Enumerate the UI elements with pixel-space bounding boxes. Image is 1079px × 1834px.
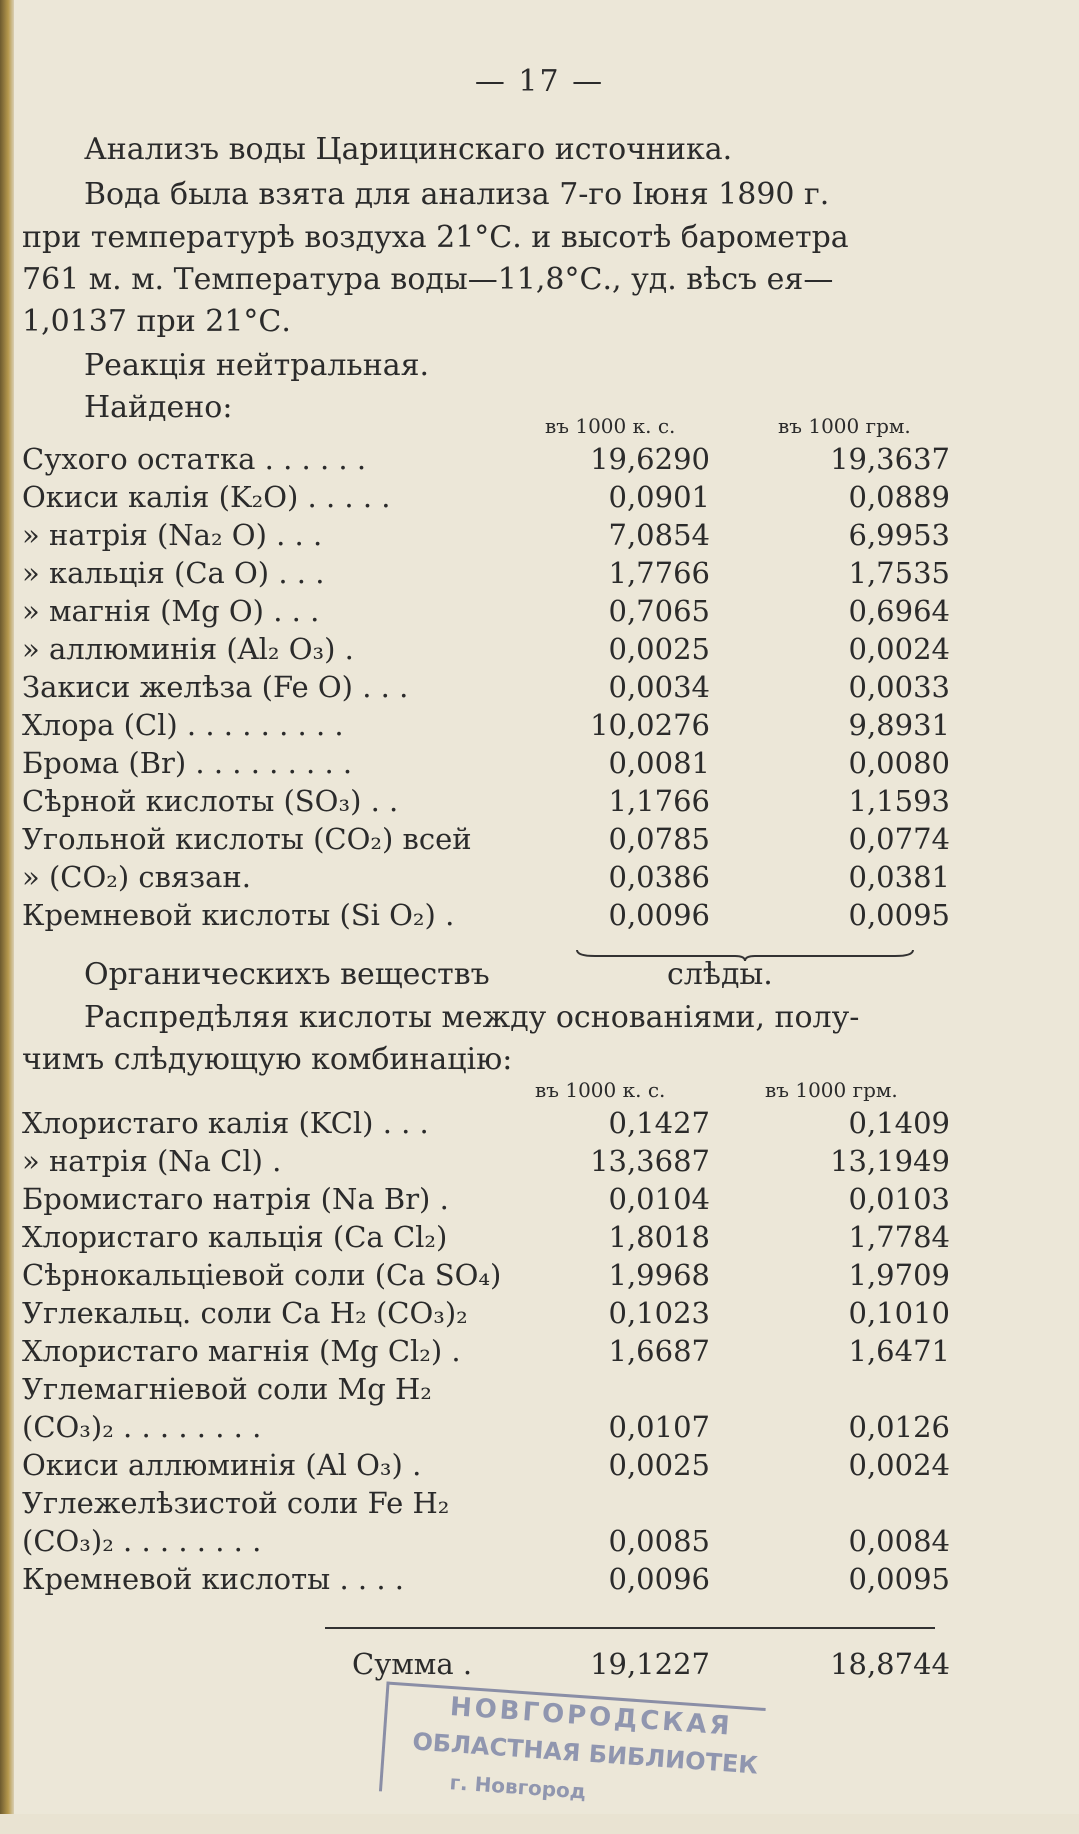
row-value-2: 0,0080: [848, 746, 950, 780]
row-value-2: 0,0103: [848, 1182, 950, 1216]
row-label: Сѣрнокальціевой соли (Ca SO₄): [22, 1258, 502, 1292]
row-value-2: 0,0033: [848, 670, 950, 704]
row-value-1: 0,7065: [608, 594, 710, 628]
sum-divider: [325, 1627, 935, 1629]
table-row: [22, 820, 1062, 858]
row-label: Бромистаго натрія (Na Br) .: [22, 1182, 449, 1216]
row-label: Окиси аллюминія (Al O₃) .: [22, 1448, 422, 1482]
row-value-1: 0,0096: [608, 898, 710, 932]
row-label: Окиси калія (K₂O) . . . . .: [22, 480, 391, 514]
row-value-2: 0,0381: [848, 860, 950, 894]
row-label: (CO₃)₂ . . . . . . . .: [22, 1410, 262, 1444]
sum-label: Сумма .: [352, 1647, 473, 1681]
row-value-2: 1,9709: [848, 1258, 950, 1292]
row-value-1: 0,0096: [608, 1562, 710, 1596]
sum-value-2: 18,8744: [830, 1647, 950, 1681]
row-value-2: 19,3637: [830, 442, 950, 476]
intro-line-3: 761 м. м. Температура воды—11,8°С., уд. вѣсъ ея—: [22, 262, 834, 297]
table-row: [22, 744, 1062, 782]
organic-label: Органическихъ веществъ: [84, 957, 490, 992]
row-label: Угольной кислоты (CO₂) всей: [22, 822, 472, 856]
row-value-1: 0,0025: [608, 632, 710, 666]
row-value-2: 0,0024: [848, 1448, 950, 1482]
table-row: [22, 1104, 1062, 1142]
row-label: » аллюминія (Al₂ O₃) .: [22, 632, 354, 666]
row-value-1: 0,0081: [608, 746, 710, 780]
row-value-2: 6,9953: [848, 518, 950, 552]
row-value-2: 0,6964: [848, 594, 950, 628]
row-label: » натрія (Na₂ O) . . .: [22, 518, 323, 552]
row-value-1: 1,9968: [608, 1258, 710, 1292]
row-value-2: 1,7535: [848, 556, 950, 590]
row-value-1: 0,0785: [608, 822, 710, 856]
table1-col2-header: въ 1000 грм.: [778, 414, 911, 438]
row-value-1: 1,6687: [608, 1334, 710, 1368]
row-label: » (CO₂) связан.: [22, 860, 251, 894]
table-row: [22, 1142, 1062, 1180]
row-value-1: 0,0034: [608, 670, 710, 704]
row-value-1: 0,0107: [608, 1410, 710, 1444]
sum-row: [22, 1645, 1062, 1683]
row-label: Сухого остатка . . . . . .: [22, 442, 367, 476]
row-value-1: 0,0901: [608, 480, 710, 514]
row-value-1: 10,0276: [590, 708, 710, 742]
sum-value-1: 19,1227: [590, 1647, 710, 1681]
table-row: [22, 1256, 1062, 1294]
table-row: [22, 896, 1062, 934]
page-number: — 17 —: [474, 64, 605, 99]
table-row: [22, 1218, 1062, 1256]
row-value-2: 0,0024: [848, 632, 950, 666]
table-row: [22, 1484, 1062, 1522]
row-value-2: 0,0126: [848, 1410, 950, 1444]
row-label: Углежелѣзистой соли Fe H₂: [22, 1486, 450, 1520]
row-value-2: 0,0095: [848, 898, 950, 932]
row-label: » кальція (Ca O) . . .: [22, 556, 325, 590]
table-row: [22, 1294, 1062, 1332]
found-label: Найдено:: [84, 390, 233, 425]
library-stamp: [388, 1676, 796, 1834]
row-value-1: 0,0025: [608, 1448, 710, 1482]
row-value-1: 1,1766: [608, 784, 710, 818]
intro-line-2: при температурѣ воздуха 21°С. и высотѣ барометра: [22, 220, 849, 255]
row-label: Сѣрной кислоты (SO₃) . .: [22, 784, 399, 818]
table-row: [22, 1446, 1062, 1484]
stamp-line-1: НОВГОРОДСКАЯ: [448, 1692, 734, 1742]
intro-line-1: Вода была взята для анализа 7-го Іюня 1890 г.: [84, 177, 830, 212]
row-value-2: 0,1409: [848, 1106, 950, 1140]
row-label: Закиси желѣза (Fe O) . . .: [22, 670, 409, 704]
table-row: [22, 706, 1062, 744]
row-label: Кремневой кислоты . . . .: [22, 1562, 404, 1596]
stamp-line-2: ОБЛАСТНАЯ БИБЛИОТЕК: [411, 1727, 759, 1780]
row-value-2: 0,0095: [848, 1562, 950, 1596]
table-row: [22, 630, 1062, 668]
distribution-line-2: чимъ слѣдующую комбинацію:: [22, 1042, 513, 1077]
table-row: [22, 440, 1062, 478]
row-label: Кремневой кислоты (Si O₂) .: [22, 898, 455, 932]
row-value-2: 0,0774: [848, 822, 950, 856]
row-label: » натрія (Na Cl) .: [22, 1144, 282, 1178]
table-row: [22, 554, 1062, 592]
row-value-1: 0,1427: [608, 1106, 710, 1140]
table-row: [22, 782, 1062, 820]
row-label: Хлористаго магнія (Mg Cl₂) .: [22, 1334, 461, 1368]
row-value-2: 1,7784: [848, 1220, 950, 1254]
row-value-1: 19,6290: [590, 442, 710, 476]
row-value-1: 0,0386: [608, 860, 710, 894]
table-row: [22, 478, 1062, 516]
row-value-1: 0,1023: [608, 1296, 710, 1330]
table-row: [22, 1180, 1062, 1218]
row-label: Хлористаго калія (KCl) . . .: [22, 1106, 429, 1140]
row-value-2: 1,1593: [848, 784, 950, 818]
stamp-frame-left: [379, 1681, 390, 1791]
row-value-1: 7,0854: [608, 518, 710, 552]
row-value-1: 0,0104: [608, 1182, 710, 1216]
row-label: Хлористаго кальція (Ca Cl₂): [22, 1220, 448, 1254]
row-value-1: 1,8018: [608, 1220, 710, 1254]
table-row: [22, 516, 1062, 554]
table-row: [22, 592, 1062, 630]
row-value-2: 9,8931: [848, 708, 950, 742]
row-label: Углемагніевой соли Mg H₂: [22, 1372, 432, 1406]
reaction-text: Реакція нейтральная.: [84, 348, 430, 383]
book-binding-edge: [0, 0, 14, 1814]
row-label: » магнія (Mg O) . . .: [22, 594, 320, 628]
row-label: Брома (Br) . . . . . . . . .: [22, 746, 353, 780]
row-label: (CO₃)₂ . . . . . . . .: [22, 1524, 262, 1558]
row-value-2: 13,1949: [830, 1144, 950, 1178]
table2-col1-header: въ 1000 к. с.: [535, 1078, 666, 1102]
section-title: Анализъ воды Царицинскаго источника.: [84, 132, 733, 167]
table-row: [22, 858, 1062, 896]
table2-col2-header: въ 1000 грм.: [765, 1078, 898, 1102]
table-row: [22, 1408, 1062, 1446]
table1-col1-header: въ 1000 к. с.: [545, 414, 676, 438]
row-label: Углекальц. соли Ca H₂ (CO₃)₂: [22, 1296, 468, 1330]
table-row: [22, 1522, 1062, 1560]
row-label: Хлора (Cl) . . . . . . . . .: [22, 708, 344, 742]
table-row: [22, 1560, 1062, 1598]
row-value-1: 1,7766: [608, 556, 710, 590]
row-value-1: 0,0085: [608, 1524, 710, 1558]
stamp-line-3: г. Новгород: [448, 1770, 587, 1804]
row-value-2: 1,6471: [848, 1334, 950, 1368]
table-row: [22, 1332, 1062, 1370]
row-value-2: 0,0084: [848, 1524, 950, 1558]
table-row: [22, 1370, 1062, 1408]
distribution-line-1: Распредѣляя кислоты между основаніями, полу-: [84, 1000, 860, 1035]
table-row: [22, 668, 1062, 706]
row-value-2: 0,1010: [848, 1296, 950, 1330]
organic-value: слѣды.: [667, 957, 773, 992]
row-value-2: 0,0889: [848, 480, 950, 514]
row-value-1: 13,3687: [590, 1144, 710, 1178]
intro-line-4: 1,0137 при 21°С.: [22, 304, 291, 339]
